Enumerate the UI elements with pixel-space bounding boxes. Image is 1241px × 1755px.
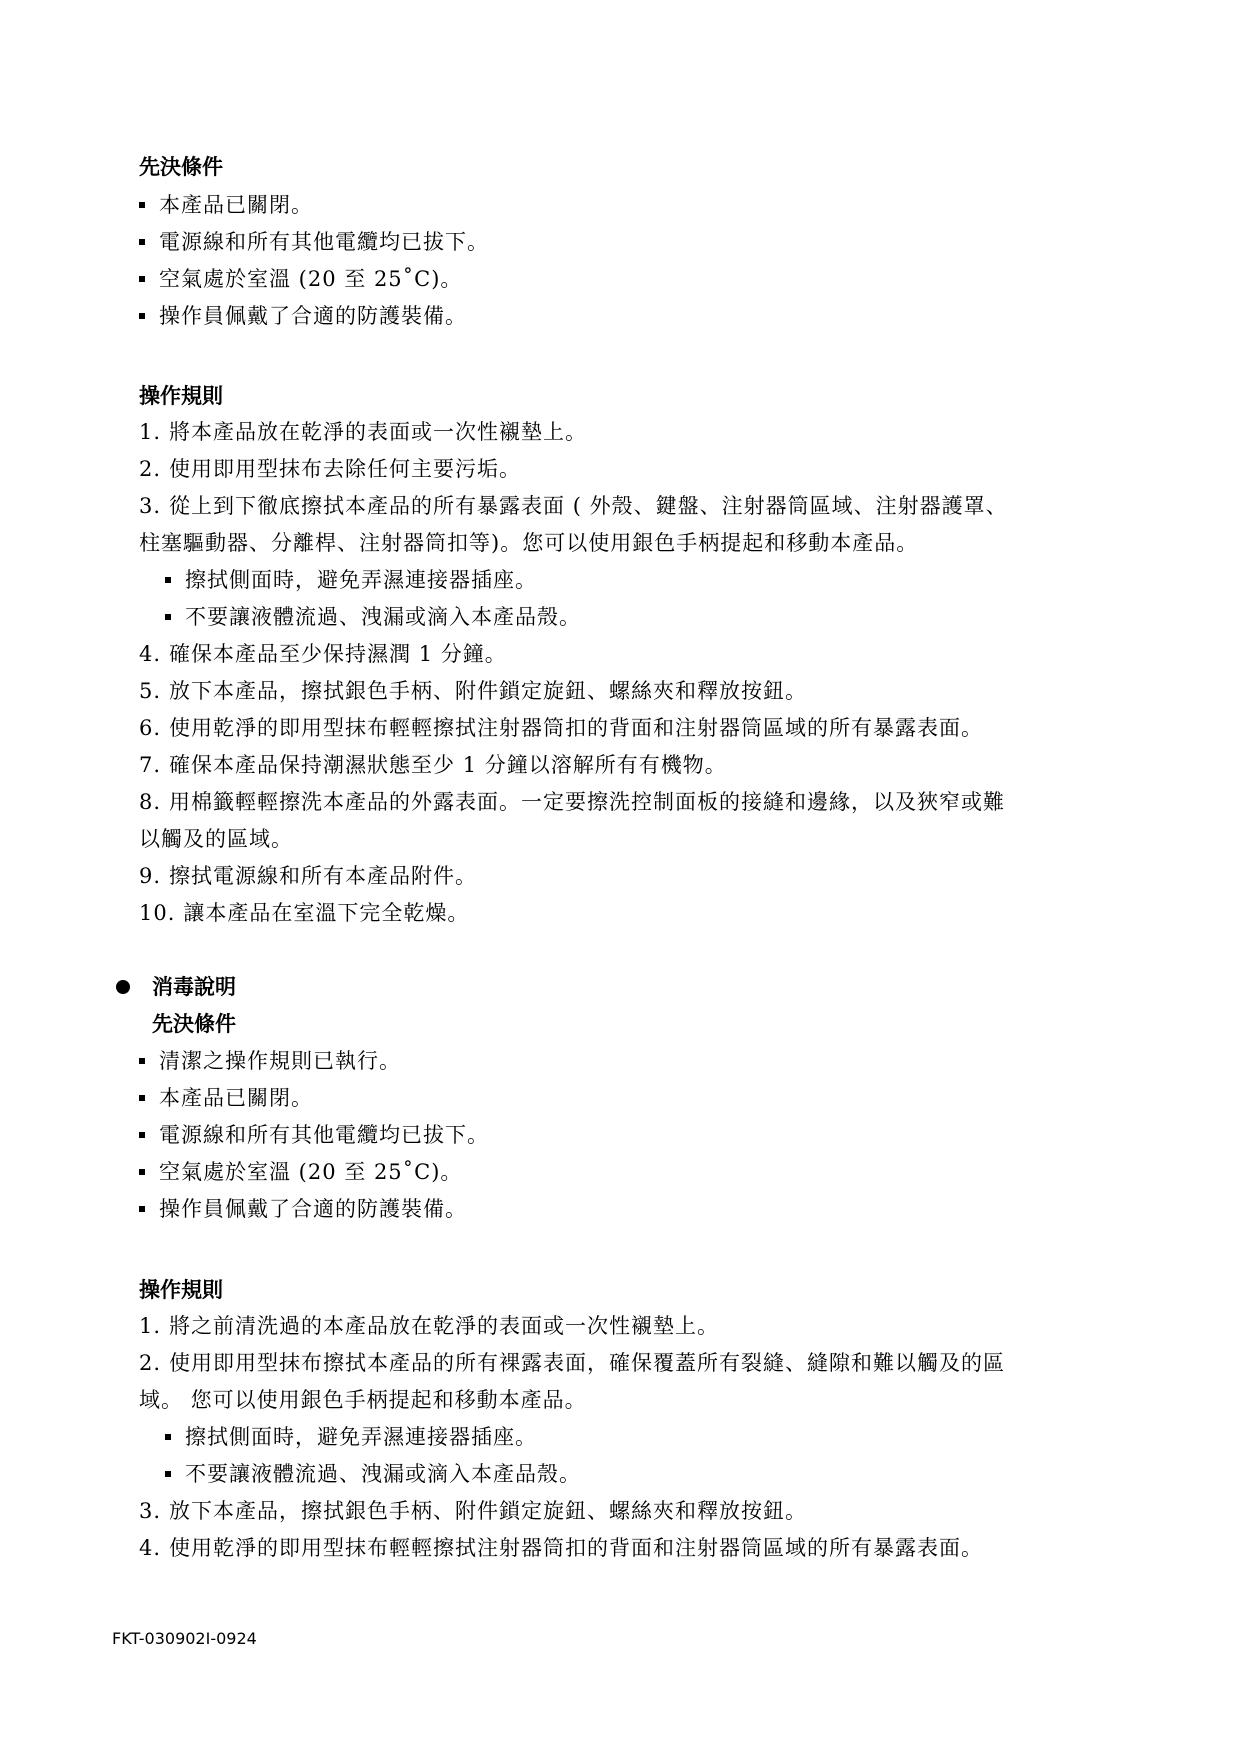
round-bullet-icon xyxy=(116,980,130,994)
prereq-item: 清潔之操作規則已執行。 xyxy=(139,1047,401,1075)
prereq-heading: 先決條件 xyxy=(152,1011,236,1036)
procedure-step: 8. 用棉籤輕輕擦洗本產品的外露表面。一定要擦洗控制面板的接縫和邊緣，以及狹窄或難 xyxy=(139,790,1006,814)
square-bullet-icon xyxy=(139,276,145,282)
procedure-step-continuation: 以觸及的區域。 xyxy=(139,827,293,851)
procedure-step: 3. 從上到下徹底擦拭本產品的所有暴露表面 ( 外殼、鍵盤、注射器筒區域、注射器護罩、 xyxy=(139,494,1008,518)
square-bullet-icon xyxy=(165,577,171,583)
procedure-substep: 不要讓液體流過、洩漏或滴入本產品殼。 xyxy=(165,1460,581,1488)
procedure-step: 4. 確保本產品至少保持濕潤 1 分鐘。 xyxy=(139,642,507,666)
prereq-item: 空氣處於室溫 (20 至 25˚C)。 xyxy=(139,265,462,293)
square-bullet-icon xyxy=(139,202,145,208)
procedure-substep: 擦拭側面時，避免弄濕連接器插座。 xyxy=(165,566,537,594)
square-bullet-icon xyxy=(139,1095,145,1101)
procedure-substep: 不要讓液體流過、洩漏或滴入本產品殼。 xyxy=(165,603,581,631)
procedure-step: 9. 擦拭電源線和所有本產品附件。 xyxy=(139,864,478,888)
square-bullet-icon xyxy=(139,1058,145,1064)
procedure-step: 2. 使用即用型抹布擦拭本產品的所有裸露表面，確保覆蓋所有裂縫、縫隙和難以觸及的區 xyxy=(139,1351,1006,1375)
procedure-step: 3. 放下本產品，擦拭銀色手柄、附件鎖定旋鈕、螺絲夾和釋放按鈕。 xyxy=(139,1499,808,1523)
prereq-item: 本產品已關閉。 xyxy=(139,1084,313,1112)
procedure-heading: 操作規則 xyxy=(139,1277,223,1302)
square-bullet-icon xyxy=(139,313,145,319)
square-bullet-icon xyxy=(165,1471,171,1477)
square-bullet-icon xyxy=(165,614,171,620)
prereq-heading: 先決條件 xyxy=(139,154,223,179)
procedure-step: 7. 確保本產品保持潮濕狀態至少 1 分鐘以溶解所有有機物。 xyxy=(139,753,727,777)
procedure-step: 6. 使用乾淨的即用型抹布輕輕擦拭注射器筒扣的背面和注射器筒區域的所有暴露表面。 xyxy=(139,716,984,740)
procedure-step: 10. 讓本產品在室溫下完全乾燥。 xyxy=(139,901,470,925)
procedure-substep: 擦拭側面時，避免弄濕連接器插座。 xyxy=(165,1423,537,1451)
document-code: FKT-030902I-0924 xyxy=(112,1629,257,1648)
prereq-item: 電源線和所有其他電纜均已拔下。 xyxy=(139,228,489,256)
procedure-step-continuation: 柱塞驅動器、分離桿、注射器筒扣等)。您可以使用銀色手柄提起和移動本產品。 xyxy=(139,531,919,555)
section-title: 消毒說明 xyxy=(152,974,236,999)
prereq-item: 操作員佩戴了合適的防護裝備。 xyxy=(139,1195,467,1223)
procedure-step: 2. 使用即用型抹布去除任何主要污垢。 xyxy=(139,457,522,481)
square-bullet-icon xyxy=(165,1434,171,1440)
prereq-item: 電源線和所有其他電纜均已拔下。 xyxy=(139,1121,489,1149)
prereq-item: 本產品已關閉。 xyxy=(139,191,313,219)
square-bullet-icon xyxy=(139,239,145,245)
square-bullet-icon xyxy=(139,1132,145,1138)
procedure-step: 4. 使用乾淨的即用型抹布輕輕擦拭注射器筒扣的背面和注射器筒區域的所有暴露表面。 xyxy=(139,1536,984,1560)
square-bullet-icon xyxy=(139,1169,145,1175)
procedure-heading: 操作規則 xyxy=(139,383,223,408)
prereq-item: 操作員佩戴了合適的防護裝備。 xyxy=(139,302,467,330)
procedure-step-continuation: 域。 您可以使用銀色手柄提起和移動本產品。 xyxy=(139,1388,587,1412)
procedure-step: 1. 將本產品放在乾淨的表面或一次性襯墊上。 xyxy=(139,420,588,444)
procedure-step: 1. 將之前清洗過的本產品放在乾淨的表面或一次性襯墊上。 xyxy=(139,1314,720,1338)
procedure-step: 5. 放下本產品，擦拭銀色手柄、附件鎖定旋鈕、螺絲夾和釋放按鈕。 xyxy=(139,679,808,703)
square-bullet-icon xyxy=(139,1206,145,1212)
prereq-item: 空氣處於室溫 (20 至 25˚C)。 xyxy=(139,1158,462,1186)
